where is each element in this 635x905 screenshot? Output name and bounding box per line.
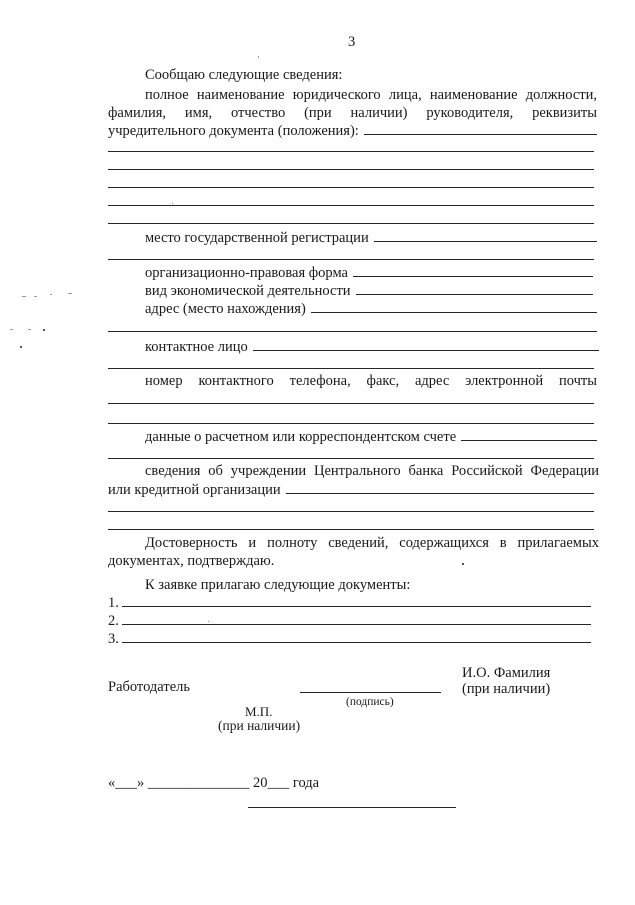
seal-note: (при наличии) [218,718,301,733]
scan-speck [462,563,464,565]
founding-document-field [108,122,597,140]
word: Российской [451,463,523,479]
fill-blank [374,229,597,242]
word: номер [145,373,183,389]
fill-line [108,169,594,170]
word: наименование [429,87,518,103]
contact-person-label: контактное лицо [145,339,248,355]
attachment-item [108,630,591,648]
fill-blank [253,338,599,351]
word: об [208,463,223,479]
intro-text: Сообщаю следующие сведения: [145,67,343,83]
fill-line [108,368,594,369]
page-number: 3 [348,34,356,50]
attachment-item [108,594,591,612]
fill-blank [356,282,593,295]
bank-line-1 [145,462,599,480]
fill-line [108,423,594,424]
scan-speck [208,621,209,622]
founding-document-label: учредительного документа (положения): [108,123,359,139]
seal-label: М.П. [245,704,273,719]
word: фамилия, [108,105,167,121]
scan-speck [34,296,37,297]
word: телефона, [289,373,351,389]
word: почты [558,373,597,389]
word: имя, [184,105,213,121]
bottom-line [248,807,456,808]
word: наименование [196,87,285,103]
fill-blank [461,428,597,441]
name-line-1 [145,86,597,104]
word: (при [304,105,332,121]
signature-line [300,692,441,693]
word: полное [145,87,189,103]
scan-speck [22,296,26,297]
word: отчество [230,105,286,121]
word: должности, [525,87,597,103]
attachments-heading: К заявке прилагаю следующие документы: [145,577,411,593]
legal-form-label: организационно-правовая форма [145,265,348,281]
word: наличии) [350,105,408,121]
fill-blank [311,300,597,313]
fill-blank [353,264,593,277]
fill-line [108,511,594,512]
bank-account-field [145,428,597,446]
scan-speck [68,293,72,294]
bank-line-2: или кредитной организации [108,482,281,498]
attachment-number: 3. [108,631,119,647]
scan-speck [258,56,259,58]
attachment-item [108,612,591,630]
bank-institution-field [108,481,594,499]
registration-place-label: место государственной регистрации [145,230,369,246]
fill-line [108,259,594,260]
word: и [248,535,257,551]
word: Федерации [530,463,599,479]
word: учреждении [230,463,307,479]
fill-line [108,205,594,206]
name-line-2 [108,104,597,122]
word: юридического [292,87,381,103]
fill-line [108,458,594,459]
word: сведения [145,463,201,479]
fill-line [108,223,594,224]
attachment-number: 1. [108,595,119,611]
attachment-number: 2. [108,613,119,629]
legal-form-field [145,264,593,282]
word: Центрального [313,463,401,479]
fill-blank [122,594,591,607]
word: лица, [388,87,422,103]
fill-blank [364,122,597,135]
word: адрес [414,373,450,389]
name-note: (при наличии) [462,681,551,697]
word: руководителя, [426,105,514,121]
fill-line [108,403,594,404]
fill-line [108,151,594,152]
scan-speck [28,329,31,330]
scan-speck [50,294,52,295]
confirmation-line-1 [145,534,599,552]
address-label: адрес (место нахождения) [145,301,306,317]
fill-line [108,529,594,530]
confirmation-line-2: документах, подтверждаю. [108,553,275,569]
activity-type-field [145,282,593,300]
fill-blank [122,612,591,625]
fill-line [108,187,594,188]
date-line: «___» ______________ 20___ года [108,775,320,791]
employer-label: Работодатель [108,679,190,695]
fill-blank [122,630,591,643]
word: банка [408,463,444,479]
word: контактного [198,373,274,389]
word: Достоверность [145,535,238,551]
word: полноту [267,535,318,551]
word: факс, [366,373,400,389]
word: содержащихся [399,535,489,551]
registration-place-field [145,229,597,247]
activity-type-label: вид экономической деятельности [145,283,351,299]
word: сведений, [328,535,389,551]
bank-account-label: данные о расчетном или корреспондентском счете [145,429,457,445]
fill-blank [286,481,594,494]
scan-speck [43,329,45,331]
scan-speck [20,346,22,348]
contact-person-field [145,338,599,356]
signature-caption: (подпись) [346,696,394,708]
word: реквизиты [532,105,597,121]
fill-line [108,331,597,332]
name-placeholder: И.О. Фамилия [462,665,551,681]
scan-speck [172,203,173,204]
word: прилагаемых [517,535,599,551]
contact-details-label [145,372,597,390]
address-field [145,300,597,318]
scan-speck [10,329,13,330]
word: в [499,535,507,551]
word: электронной [465,373,544,389]
